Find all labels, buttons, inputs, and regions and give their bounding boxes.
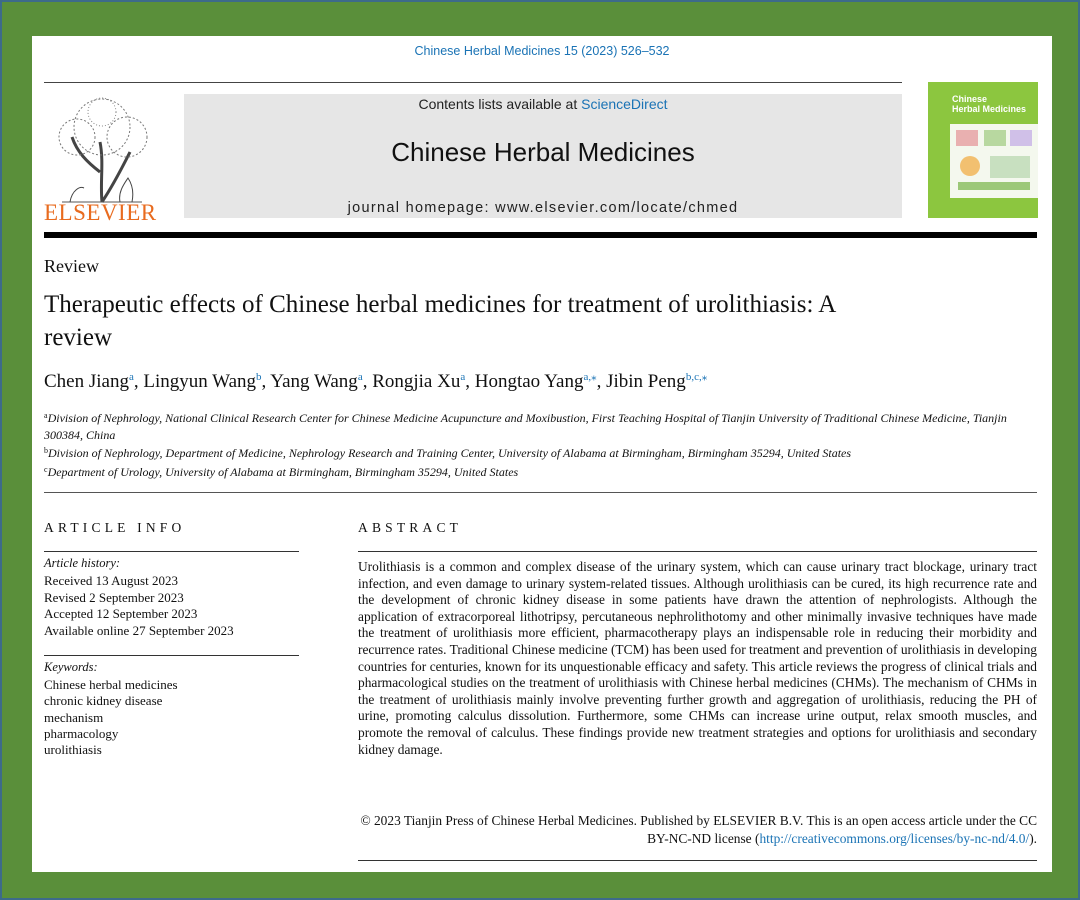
author-affil-mark[interactable]: a: [460, 371, 466, 383]
author-name[interactable]: Hongtao Yang: [474, 371, 584, 392]
keyword-item: mechanism: [44, 709, 104, 725]
journal-name: Chinese Herbal Medicines: [391, 137, 695, 167]
keyword-list: [44, 677, 178, 758]
keyword-item: chronic kidney disease: [44, 693, 163, 709]
author-name[interactable]: Jibin Peng: [606, 371, 686, 392]
keyword-item: Chinese herbal medicines: [44, 677, 178, 692]
cover-title: Chinese Herbal Medicines: [952, 94, 1027, 114]
journal-homepage[interactable]: journal homepage: www.elsevier.com/locate/chmed: [347, 200, 739, 216]
license-link[interactable]: http://creativecommons.org/licenses/by-nc-nd/4.0/: [759, 831, 1030, 846]
article-info-heading: ARTICLE INFO: [44, 520, 186, 535]
affiliation-item: [44, 443, 1019, 462]
author-name[interactable]: Chen Jiang: [44, 371, 129, 392]
keyword-item: urolithiasis: [44, 742, 102, 758]
history-item: Revised 2 September 2023: [44, 589, 184, 605]
affiliation-item: [44, 408, 1019, 443]
abstract-rule: [358, 551, 1037, 552]
keywords-label: Keywords:: [44, 660, 98, 674]
author-affil-mark[interactable]: b: [256, 371, 262, 383]
cover-figure-area: [950, 124, 1038, 198]
journal-cover-image[interactable]: [928, 82, 1038, 218]
header-rule: [44, 82, 902, 83]
license-statement: [358, 812, 1037, 848]
author-affil-mark[interactable]: a,⁎: [583, 371, 597, 383]
affiliation-mark: a: [44, 411, 48, 420]
author-affil-mark[interactable]: a: [357, 371, 363, 383]
author-list: Chen Jiang$^a$, Lingyun Wang$^b$, Yang Wang$^a$, Rongjia Xu$^a$, Hongtao Yang$^{a,⁎}$, Jibin Peng$^{b,c,⁎}$: [44, 371, 708, 392]
journal-banner: [184, 94, 902, 218]
keyword-item: pharmacology: [44, 725, 119, 741]
keywords-rule: [44, 655, 299, 656]
affiliation-text: Department of Urology, University of Alabama at Birmingham, Birmingham 35294, United States: [47, 464, 519, 479]
license-text: © 2023 Tianjin Press of Chinese Herbal Medicines. Published by ELSEVIER B.V. This is an open access article under the CC BY-NC-ND license (: [360, 813, 1037, 846]
abstract-bottom-rule: [358, 860, 1037, 861]
article-type: Review: [44, 256, 99, 276]
affiliation-text: Division of Nephrology, Department of Medicine, Nephrology Research and Training Center, University of Alabama at Birmingham, Birmingham 35294, United States: [48, 446, 852, 460]
affiliation-text: Division of Nephrology, National Clinical Research Center for Chinese Medicine Acupuncture and Moxibustion, First Teaching Hospital of Tianjin University of Traditional Chinese Medicine, Tianjin 300384, China: [44, 411, 1007, 442]
publisher-name: ELSEVIER: [44, 200, 157, 225]
affiliations: [44, 408, 1019, 480]
affiliation-item: [44, 462, 1019, 481]
contents-line: [184, 96, 902, 112]
article-history: [44, 573, 234, 639]
license-close: ).: [1029, 831, 1037, 846]
journal-citation[interactable]: Chinese Herbal Medicines 15 (2023) 526–532: [414, 44, 670, 58]
history-item: Received 13 August 2023: [44, 573, 178, 588]
header-thick-rule: [44, 232, 1037, 238]
author-name[interactable]: Rongjia Xu: [372, 371, 461, 392]
author-affil-mark[interactable]: a: [128, 371, 134, 383]
history-item: Available online 27 September 2023: [44, 622, 234, 638]
abstract-text: Urolithiasis is a common and complex disease of the urinary system, which can cause urinary tract blockage, urinary tract infection, and even damage to urinary system-related tissues. Although urolithiasis can be cured, its high recurrence rate and the development of chronic kidney disease in some patients have drawn the attention of nephrologists. Although the application of extracorporeal lithotripsy, percutaneous nephrolithotomy and other minimally invasive techniques have made the treatment of urolithiasis more efficient, pharmacotherapy plays an indispensable role in reducing their morbidity and recurrence rates. Traditional Chinese medicine (TCM) has been used for treatment and prevention of urolithiasis in developing countries for centuries, known for its unquestionable efficacy and safety. This article reviews the progress of clinical trials and pharmacological studies on the treatment of urolithiasis with Chinese herbal medicines (CHMs). The mechanism of CHMs in the treatment of urolithiasis mainly involve preventing further growth and aggregation of urolithiasis, reducing the PH of urine, promoting calculus dissolution. Furthermore, some CHMs can increase urine output, relax smooth muscles, and promote the removal of calculus. These findings provide new treatment strategies and options for urolithiasis and secondary kidney damage.: [358, 559, 1037, 757]
author-name[interactable]: Yang Wang: [270, 371, 358, 392]
history-label: Article history:: [44, 556, 121, 570]
article-info-rule: [44, 551, 299, 552]
abstract-heading: ABSTRACT: [358, 520, 463, 535]
sciencedirect-link[interactable]: ScienceDirect: [581, 96, 668, 112]
contents-prefix: Contents lists available at: [418, 96, 582, 112]
affiliation-mark: c: [44, 464, 48, 474]
section-divider: [44, 492, 1037, 493]
affiliation-mark: b: [44, 446, 48, 455]
author-name[interactable]: Lingyun Wang: [143, 371, 256, 392]
cover-graphic-icon: [950, 124, 1038, 198]
history-item: Accepted 12 September 2023: [44, 606, 198, 621]
paper-page: [32, 36, 1052, 872]
article-title: Therapeutic effects of Chinese herbal medicines for treatment of urolithiasis: A review: [44, 291, 835, 351]
author-affil-mark[interactable]: b,c,⁎: [685, 371, 708, 383]
